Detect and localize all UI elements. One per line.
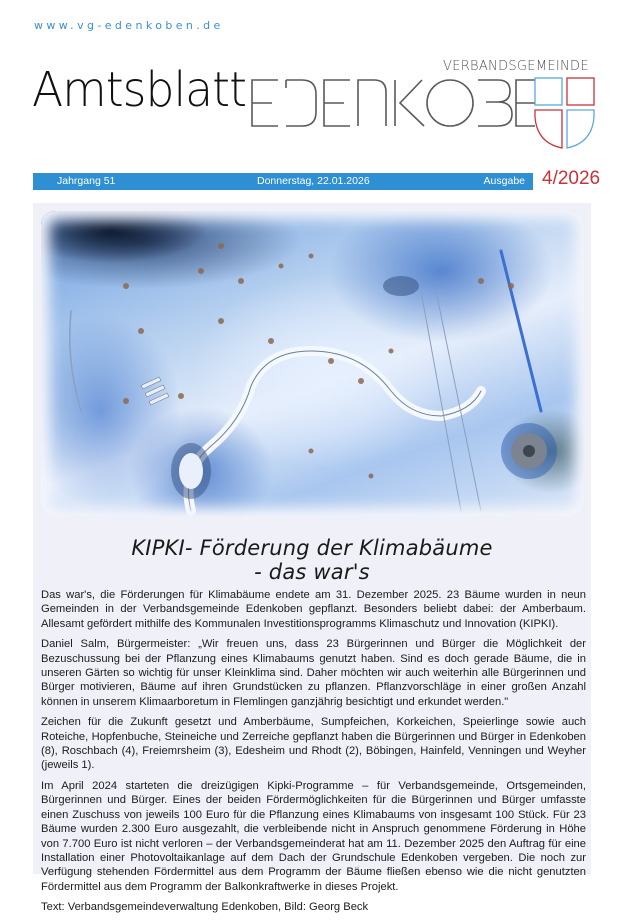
paragraph-species: Zeichen für die Zukunft gesetzt und Amberbäume, Sumpfeichen, Korkeichen, Speierlinge sowie auch Roteiche, Hopfenbuche, Steineiche und Zerreiche gepflanzt haben die Bürgerinnen und Bürger in Edenkoben (8), Roschbach (4), Freiemrsheim (3), Edesheim und Rhodt (2), Böbingen, Hainfeld, Venningen und Weyher (jeweils 1). — [41, 716, 586, 772]
paragraph-intro: Das war's, die Förderungen für Klimabäume endete am 31. Dezember 2025. 23 Bäume wurden in neun Gemeinden in der Verbandsgemeinde Edenkoben gepflanzt. Besonders beliebt dabei: der Amberbaum. Allesamt gefördert mithilfe des Kommunalen Investitionsprogramms Klimaschutz und Innovation (KIPKI). — [41, 589, 586, 630]
article-body — [41, 588, 586, 921]
paragraph-program: Im April 2024 starteten die dreizügigen Kipki-Programme – für Verbandsgemeinde, Ortsgemeinden, Bürgerinnen und Bürger. Eines der beiden Fördermöglichkeiten für die Bürgerinnen und Bürger umfasste einen Zuschuss von jeweils 100 Euro für die Pflanzung eines Klimabaums von insgesamt 100 Stück. Für 23 Bäume wurden 2.300 Euro ausgezahlt, die verbleibende nicht in Anspruch genommene Förderung in Höhe von 7.700 Euro ist nicht verloren – der Verbandsgemeinderat hat am 11. Dezember 2025 den Auftrag für eine Installation einer Photovoltaikanlage auf dem Dach der Grundschule Edenkoben vergeben. Die noch zur Verfügung stehenden Fördermittel aus dem Programm der Bäume fließen ebenso wie die nicht genutzten Fördermittel aus dem Programm der Balkonkraftwerke in dieses Projekt. — [41, 779, 586, 893]
org-label: VERBANDSGEMEINDE — [443, 59, 589, 74]
article-panel — [33, 203, 591, 914]
headline-line-1: KIPKI- Förderung der Klimabäume — [131, 536, 493, 560]
paragraph-quote: Daniel Salm, Bürgermeister: „Wir freuen uns, dass 23 Bürgerinnen und Bürger die Möglichkeit der Bezuschussung bei der Pflanzung eines Klimabaums genutzt haben. Sind es doch gerade Bäume, die in unseren Gärten so wichtig für unser Kleinklima sind. Daher möchten wir auch weiterhin alle Bürgerinnen und Bürger motivieren, Bäume auf ihren Grundstücken zu pflanzen. Pflanzvorschläge in einer großen Anzahl können in unserem Klimaarboretum in Flemlingen ganzjährig besichtigt und erkundet werden." — [41, 638, 586, 708]
issue-label: Ausgabe — [483, 175, 525, 187]
issue-date: Donnerstag, 22.01.2026 — [257, 175, 370, 187]
issue-number: 4/2026 — [542, 168, 601, 189]
article-headline — [33, 536, 591, 584]
volume-label: Jahrgang 51 — [57, 175, 116, 187]
publication-title: Amtsblatt — [32, 62, 247, 118]
article-credits: Text: Verbandsgemeindeverwaltung Edenkoben, Bild: Georg Beck — [41, 901, 369, 914]
org-name-logotype — [250, 78, 535, 128]
article-photo — [41, 211, 584, 516]
website-url[interactable]: www.vg-edenkoben.de — [34, 19, 224, 32]
crest-icon — [534, 77, 596, 154]
issue-info-bar — [33, 173, 533, 190]
headline-line-2: - das war's — [254, 560, 370, 584]
